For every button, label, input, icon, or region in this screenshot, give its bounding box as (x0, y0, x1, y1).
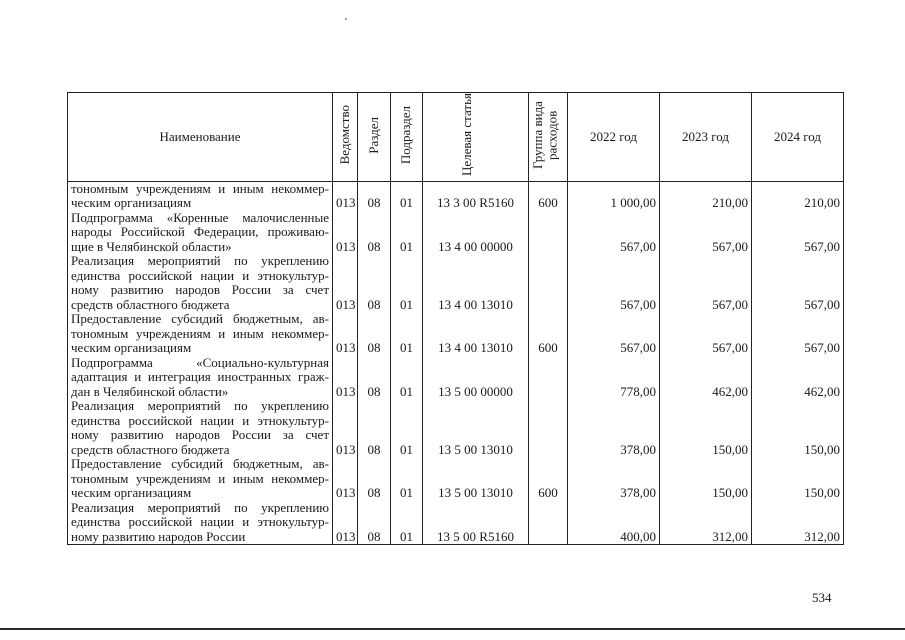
row-value-2023: 150,00 (660, 399, 752, 457)
row-celevaya: 13 4 00 13010 (423, 254, 529, 312)
row-razdel: 08 (358, 181, 391, 211)
row-gruppa (529, 399, 568, 457)
table-row (68, 356, 844, 400)
table-row (68, 181, 844, 211)
row-value-2022: 378,00 (568, 457, 660, 501)
table-row (68, 457, 844, 501)
row-gruppa: 600 (529, 181, 568, 211)
row-name: Предоставление субсидий бюджетным, автономным учреждениям и иным некоммерческим организациям (68, 457, 333, 501)
row-name: Реализация мероприятий по укреплению единства российской нации и этнокультурному развитию народов России (68, 501, 333, 545)
row-value-2024: 312,00 (752, 501, 844, 545)
table-row (68, 312, 844, 356)
row-value-2024: 150,00 (752, 457, 844, 501)
row-value-2024: 150,00 (752, 399, 844, 457)
row-vedomstvo: 013 (333, 312, 358, 356)
row-razdel: 08 (358, 211, 391, 255)
row-razdel: 08 (358, 399, 391, 457)
row-celevaya: 13 5 00 13010 (423, 399, 529, 457)
row-vedomstvo: 013 (333, 457, 358, 501)
row-podrazdel: 01 (391, 356, 423, 400)
row-name: Подпрограмма «Социально-культурная адаптация и интеграция иностранных граждан в Челябинской области» (68, 356, 333, 400)
page-bottom-edge (0, 628, 905, 630)
row-value-2023: 150,00 (660, 457, 752, 501)
header-podrazdel: Подраздел (391, 93, 423, 182)
row-gruppa: 600 (529, 457, 568, 501)
row-value-2022: 778,00 (568, 356, 660, 400)
header-razdel: Раздел (358, 93, 391, 182)
row-razdel: 08 (358, 254, 391, 312)
page-number: 534 (812, 590, 832, 605)
row-name: тономным учреждениям и иным некоммерческим организациям (68, 181, 333, 211)
row-celevaya: 13 5 00 13010 (423, 457, 529, 501)
row-value-2024: 210,00 (752, 181, 844, 211)
row-celevaya: 13 3 00 R5160 (423, 181, 529, 211)
row-value-2022: 567,00 (568, 312, 660, 356)
row-value-2023: 567,00 (660, 211, 752, 255)
row-celevaya: 13 4 00 00000 (423, 211, 529, 255)
row-value-2023: 462,00 (660, 356, 752, 400)
row-value-2023: 312,00 (660, 501, 752, 545)
row-razdel: 08 (358, 457, 391, 501)
row-value-2023: 210,00 (660, 181, 752, 211)
table-row (68, 211, 844, 255)
header-celevaya: Целевая статья (423, 93, 529, 182)
table-header-row (68, 93, 844, 182)
row-vedomstvo: 013 (333, 254, 358, 312)
row-value-2023: 567,00 (660, 312, 752, 356)
row-value-2022: 1 000,00 (568, 181, 660, 211)
row-vedomstvo: 013 (333, 501, 358, 545)
header-name: Наименование (68, 93, 333, 182)
row-gruppa (529, 211, 568, 255)
table-row (68, 254, 844, 312)
row-podrazdel: 01 (391, 312, 423, 356)
row-vedomstvo: 013 (333, 181, 358, 211)
scan-speck (345, 18, 347, 20)
row-gruppa (529, 254, 568, 312)
row-name: Реализация мероприятий по укреплению единства российской нации и этнокультурному развитию народов России за счет средств областного бюджета (68, 399, 333, 457)
row-podrazdel: 01 (391, 501, 423, 545)
row-gruppa (529, 501, 568, 545)
header-2022: 2022 год (568, 93, 660, 182)
row-value-2024: 567,00 (752, 312, 844, 356)
row-podrazdel: 01 (391, 399, 423, 457)
row-value-2023: 567,00 (660, 254, 752, 312)
row-celevaya: 13 5 00 00000 (423, 356, 529, 400)
header-gruppa: Группа вида расходов (529, 93, 568, 182)
table-row (68, 399, 844, 457)
row-name: Предоставление субсидий бюджетным, автономным учреждениям и иным некоммерческим организациям (68, 312, 333, 356)
row-vedomstvo: 013 (333, 399, 358, 457)
row-podrazdel: 01 (391, 181, 423, 211)
row-podrazdel: 01 (391, 457, 423, 501)
header-2024: 2024 год (752, 93, 844, 182)
row-vedomstvo: 013 (333, 356, 358, 400)
row-razdel: 08 (358, 312, 391, 356)
row-gruppa (529, 356, 568, 400)
row-value-2024: 462,00 (752, 356, 844, 400)
row-value-2022: 400,00 (568, 501, 660, 545)
header-vedomstvo: Ведомство (333, 93, 358, 182)
row-podrazdel: 01 (391, 211, 423, 255)
row-razdel: 08 (358, 356, 391, 400)
row-value-2022: 378,00 (568, 399, 660, 457)
row-value-2022: 567,00 (568, 254, 660, 312)
row-vedomstvo: 013 (333, 211, 358, 255)
row-value-2022: 567,00 (568, 211, 660, 255)
row-value-2024: 567,00 (752, 254, 844, 312)
row-razdel: 08 (358, 501, 391, 545)
row-name: Подпрограмма «Коренные малочисленные народы Российской Федерации, проживающие в Челябинской области» (68, 211, 333, 255)
row-value-2024: 567,00 (752, 211, 844, 255)
row-gruppa: 600 (529, 312, 568, 356)
budget-table (67, 92, 844, 545)
row-celevaya: 13 5 00 R5160 (423, 501, 529, 545)
row-name: Реализация мероприятий по укреплению единства российской нации и этнокультурному развитию народов России за счет средств областного бюджета (68, 254, 333, 312)
row-podrazdel: 01 (391, 254, 423, 312)
header-2023: 2023 год (660, 93, 752, 182)
table-row (68, 501, 844, 545)
row-celevaya: 13 4 00 13010 (423, 312, 529, 356)
